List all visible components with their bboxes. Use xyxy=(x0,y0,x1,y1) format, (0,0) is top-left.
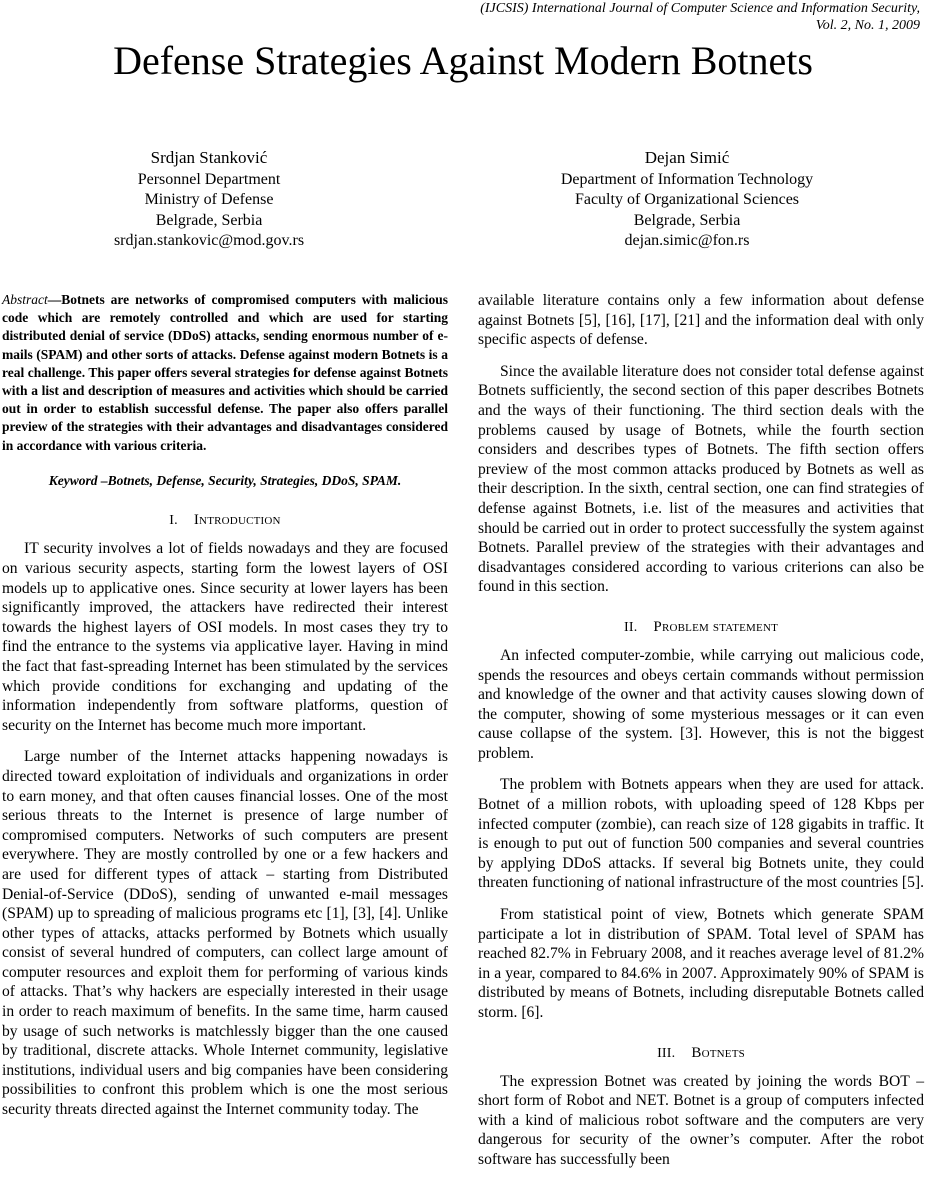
section-heading-introduction xyxy=(2,512,448,529)
section-heading-botnets xyxy=(478,1045,924,1062)
author-city: Belgrade, Serbia xyxy=(633,211,741,229)
author-department: Personnel Department xyxy=(137,171,281,188)
section-heading-problem-statement xyxy=(478,619,924,636)
author-email: dejan.simic@fon.rs xyxy=(624,231,750,249)
author-name: Srdjan Stanković xyxy=(150,148,268,167)
paragraph: available literature contains only a few information about defense against Botnets [5], [16], [17], [21] and the information deal with only specific aspects of defense. xyxy=(478,292,924,349)
author-block-2 xyxy=(537,146,837,251)
section-title: Introduction xyxy=(193,512,281,529)
section-number: III. xyxy=(657,1045,676,1061)
author-city: Belgrade, Serbia xyxy=(155,211,263,229)
author-department: Department of Information Technology xyxy=(560,171,814,188)
left-column xyxy=(2,291,448,1120)
section-number: I. xyxy=(169,513,178,529)
abstract-text: —Botnets are networks of compromised computers with malicious code which are remotely controlled and which are used for starting distributed denial of service (DDoS) attacks, sending enormous number of e-mails (SPAM) and other sorts of attacks. Defense against modern Botnets is a real challenge. This paper offers several strategies for defense against Botnets with a list and description of measures and activities which should be carried out in order to establish successful defense. The paper also offers parallel preview of the strategies with their advantages and disadvantages considered in accordance with various criteria. xyxy=(2,292,448,453)
author-name: Dejan Simić xyxy=(644,148,730,167)
paragraph: Large number of the Internet attacks happening nowadays is directed toward exploitation of individuals and organizations in order to earn money, and that often causes financial losses. One of the most serious threats to the Internet is presence of large number of compromised computers. Networks of such computers are present everywhere. They are mostly controlled by one or a few hackers and are used for different types of attack – starting from Distributed Denial-of-Service (DDoS), sending of unwanted e-mail messages (SPAM) up to spreading of malicious programs etc [1], [3], [4]. Unlike other types of attacks, attacks performed by Botnets which usually consist of several hundred of computers, can collect large amount of computer resources and exploit them for performing of various kinds of attacks. That’s why hackers are especially interested in their usage in order to reach maximum of benefits. In the same time, harm caused by usage of such networks is matchlessly bigger than the one caused by traditional, discrete attacks. Whole Internet community, legislative institutions, individual users and big companies have been considering possibilities to confront this problem which is one the most serious security threats directed against the Internet community today. The xyxy=(2,748,448,1119)
right-column xyxy=(478,291,924,1170)
paragraph: The problem with Botnets appears when they are used for attack. Botnet of a million robots, with uploading speed of 128 Kbps per infected computer (zombie), can reach size of 128 gigabits in traffic. It is enough to put out of function 500 companies and several countries by applying DDoS attacks. If several big Botnets unite, they could threaten functioning of national infrastructure of the most countries [5]. xyxy=(478,776,925,892)
abstract-label: Abstract xyxy=(2,292,48,307)
section-title: Botnets xyxy=(691,1044,745,1061)
paragraph: IT security involves a lot of fields nowadays and they are focused on various security aspects, starting form the lowest layers of OSI models up to applicative ones. Since security at lower layers has been significantly improved, the attackers have redirected their interest towards the highest layers of OSI models. In most cases they try to find the entrance to the systems via applicative layer. Having in mind the fact that fast-spreading Internet has been stimulated by the services which provide conditions for exchanging and updating of the information independently from software platforms, question of security on the Internet has become much more important. xyxy=(2,540,448,734)
paragraph: The expression Botnet was created by joining the words BOT –short form of Robot and NET. Botnet is a group of computers infected with a kind of malicious robot software and the computers are very dangerous for security of the owner’s computer. After the robot software has successfully been xyxy=(478,1072,924,1168)
author-organization: Ministry of Defense xyxy=(144,191,274,209)
keywords: Keyword –Botnets, Defense, Security, Strategies, DDoS, SPAM. xyxy=(48,472,402,488)
section-title: Problem statement xyxy=(653,618,779,635)
paper-title: Defense Strategies Against Modern Botnets xyxy=(113,38,813,83)
paragraph: An infected computer-zombie, while carrying out malicious code, spends the resources and obeys certain commands without permission and knowledge of the owner and that activity causes slowing down of the computer, showing of some mysterious messages or it can even cause collapse of the system. [3]. However, this is not the biggest problem. xyxy=(478,646,924,762)
paragraph: From statistical point of view, Botnets which generate SPAM participate a lot in distribution of SPAM. Total level of SPAM has reached 82.7% in February 2008, and it reaches average level of 81.2% in a year, compared to 84.6% in 2007. Approximately 90% of SPAM is distributed by means of Botnets, including disreputable Botnets called storm. [6]. xyxy=(478,906,924,1021)
section-number: II. xyxy=(623,619,638,635)
author-organization: Faculty of Organizational Sciences xyxy=(574,191,800,209)
abstract xyxy=(2,291,448,455)
journal-header xyxy=(480,0,920,34)
journal-volume: Vol. 2, No. 1, 2009 xyxy=(815,18,920,33)
author-block-1 xyxy=(59,146,359,251)
author-email: srdjan.stankovic@mod.gov.rs xyxy=(113,231,305,249)
paragraph: Since the available literature does not consider total defense against Botnets sufficiently, the second section of this paper describes Botnets and the ways of their functioning. The third section deals with the problems caused by usage of Botnets, while the fourth section considers and describes types of Botnets. The fifth section offers preview of the most common attacks produced by Botnets as well as their description. In the sixth, central section, one can find strategies of defense against Botnets, i.e. list of the measures and activities that should be carried out in order to protect successfully the system against Botnets. Parallel preview of the strategies with their advantages and disadvantages considered according to various criterions can also be found in this section. xyxy=(478,362,924,596)
journal-name: (IJCSIS) International Journal of Computer Science and Information Security, xyxy=(480,1,920,16)
